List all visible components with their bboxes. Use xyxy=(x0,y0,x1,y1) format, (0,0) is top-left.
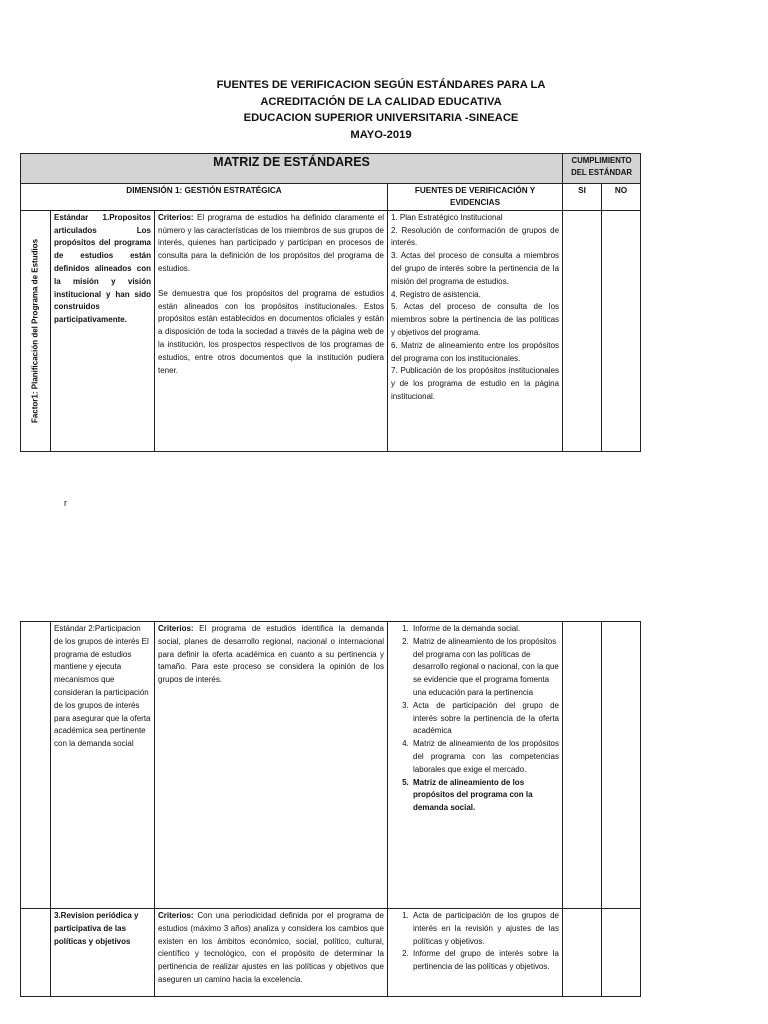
title-line-3: EDUCACION SUPERIOR UNIVERSITARIA -SINEACE xyxy=(243,112,519,124)
no-header: NO xyxy=(602,183,641,210)
factor-label: Factor1: Planificación del Programa de Estudios xyxy=(30,238,40,423)
criterios-text-2: Se demuestra que los propósitos del programa de estudios están alineados con los propósitos institucionales. Estos propósitos están establecidos en documentos oficiales y están a disposición de toda la sociedad a través de la página web de la institución, los prospectos respectivos de los programas de estudios, entre otros documentos que la institución pudiera tener. xyxy=(158,288,384,375)
fuente-item: 5. Actas del proceso de consulta de los miembros sobre la pertinencia de las políticas y objetivos del programa. xyxy=(391,302,560,337)
title-line-1: FUENTES DE VERIFICACION SEGÚN ESTÁNDARES PARA LA xyxy=(216,79,546,91)
standard-3-fuentes xyxy=(388,909,563,997)
fuente-item: 5. Matriz de alineamiento de los propósitos del programa con la demanda social. xyxy=(411,777,559,815)
si-cell xyxy=(563,622,602,909)
criterios-label: Criterios: xyxy=(158,212,194,222)
criterios-text: Con una periodicidad definida por el programa de estudios (máximo 3 años) analiza y considera los cambios que existen en los ámbitos económico, social, político, cultural, científico y tecnológico, con el propósito de determinar la pertinencia de realizar ajustes en las políticas y objetivos que aseguren un camino hacia la excelencia. xyxy=(158,911,384,984)
factor-label-cell xyxy=(21,210,51,451)
standard-1-name: Estándar 1.Propositos articulados Los propósitos del programa de estudios están definidos alineados con la misión y visión institucional y han sido construidos participativamente. xyxy=(51,210,155,451)
standard-3-criterios xyxy=(155,909,388,997)
cumplimiento-header: CUMPLIMIENTO DEL ESTÁNDAR xyxy=(563,154,641,184)
standard-2-fuentes xyxy=(388,622,563,909)
stray-mark: r xyxy=(64,498,67,508)
standard-2-criterios xyxy=(155,622,388,909)
no-cell xyxy=(602,622,641,909)
standard-3-name: 3.Revision periódica y participativa de las políticas y objetivos xyxy=(51,909,155,997)
fuentes-header: FUENTES DE VERIFICACIÓN Y EVIDENCIAS xyxy=(388,183,563,210)
criterios-text-1: El programa de estudios ha definido claramente el número y las características de los miembros de sus grupos de interés, quienes han participado y participan en procesos de consulta para la definición de los propósitos del programa de estudios. xyxy=(158,212,384,273)
si-header: SI xyxy=(563,183,602,210)
fuente-item: 2. Resolución de conformación de grupos de interés. xyxy=(391,225,560,248)
fuente-item: 2. Informe del grupo de interés sobre la pertinencia de las políticas y objetivos. xyxy=(411,948,559,974)
criterios-label: Criterios: xyxy=(158,911,194,920)
standards-matrix-table-continued xyxy=(20,621,641,997)
matrix-title: MATRIZ DE ESTÁNDARES xyxy=(21,154,563,184)
fuente-item: 1. Informe de la demanda social. xyxy=(411,623,559,636)
no-cell xyxy=(602,210,641,451)
document-title xyxy=(0,77,768,143)
criterios-text: El programa de estudios identifica la demanda social, planes de desarrollo regional, nacional o internacional para definir la oferta académica en cuanto a su pertinencia y tamaño. Para este proceso se considera la opinión de los grupos de interés. xyxy=(158,624,384,685)
si-cell xyxy=(563,909,602,997)
factor-cell xyxy=(21,909,51,997)
standards-matrix-table xyxy=(20,153,641,452)
fuente-item: 6. Matriz de alineamiento entre los propósitos del programa con los institucionales. xyxy=(391,340,560,363)
standard-1-fuentes xyxy=(388,210,563,451)
fuente-item: 1. Acta de participación de los grupos de interés en la revisión y ajustes de las políticas y objetivos. xyxy=(411,910,559,948)
no-cell xyxy=(602,909,641,997)
fuente-item: 2. Matriz de alineamiento de los propósitos del programa con las políticas de desarrollo regional o nacional, con la que se evidencie que el programa fomenta una educación para la pertinencia xyxy=(411,636,559,700)
title-line-4: MAYO-2019 xyxy=(350,128,412,141)
factor-cell xyxy=(21,622,51,909)
criterios-label: Criterios: xyxy=(158,624,194,633)
standard-1-criterios xyxy=(155,210,388,451)
fuente-item: 3. Acta de participación del grupo de interés sobre la pertinencia de la oferta académica xyxy=(411,700,559,738)
fuente-item: 4. Matriz de alineamiento de los propósitos del programa con las competencias laborales que exige el mercado. xyxy=(411,738,559,776)
fuente-item: 1. Plan Estratégico Institucional xyxy=(391,212,503,222)
dimension-header: DIMENSIÓN 1: GESTIÓN ESTRATÉGICA xyxy=(21,183,388,210)
title-line-2: ACREDITACIÓN DE LA CALIDAD EDUCATIVA xyxy=(260,95,502,108)
standard-2-name: Estándar 2:Participacion de los grupos de interés El programa de estudios mantiene y ejecuta mecanismos que consideran la participación de los grupos de interés para asegurar que la oferta académica sea pertinente con la demanda social xyxy=(51,622,155,909)
fuente-item: 7. Publicación de los propósitos institucionales y de los programa de estudio en la página institucional. xyxy=(391,366,560,401)
fuente-item: 4. Registro de asistencia. xyxy=(391,289,481,299)
fuente-item: 3. Actas del proceso de consulta a miembros del grupo de interés sobre la pertinencia de la misión del programa de estudios. xyxy=(391,251,560,286)
si-cell xyxy=(563,210,602,451)
